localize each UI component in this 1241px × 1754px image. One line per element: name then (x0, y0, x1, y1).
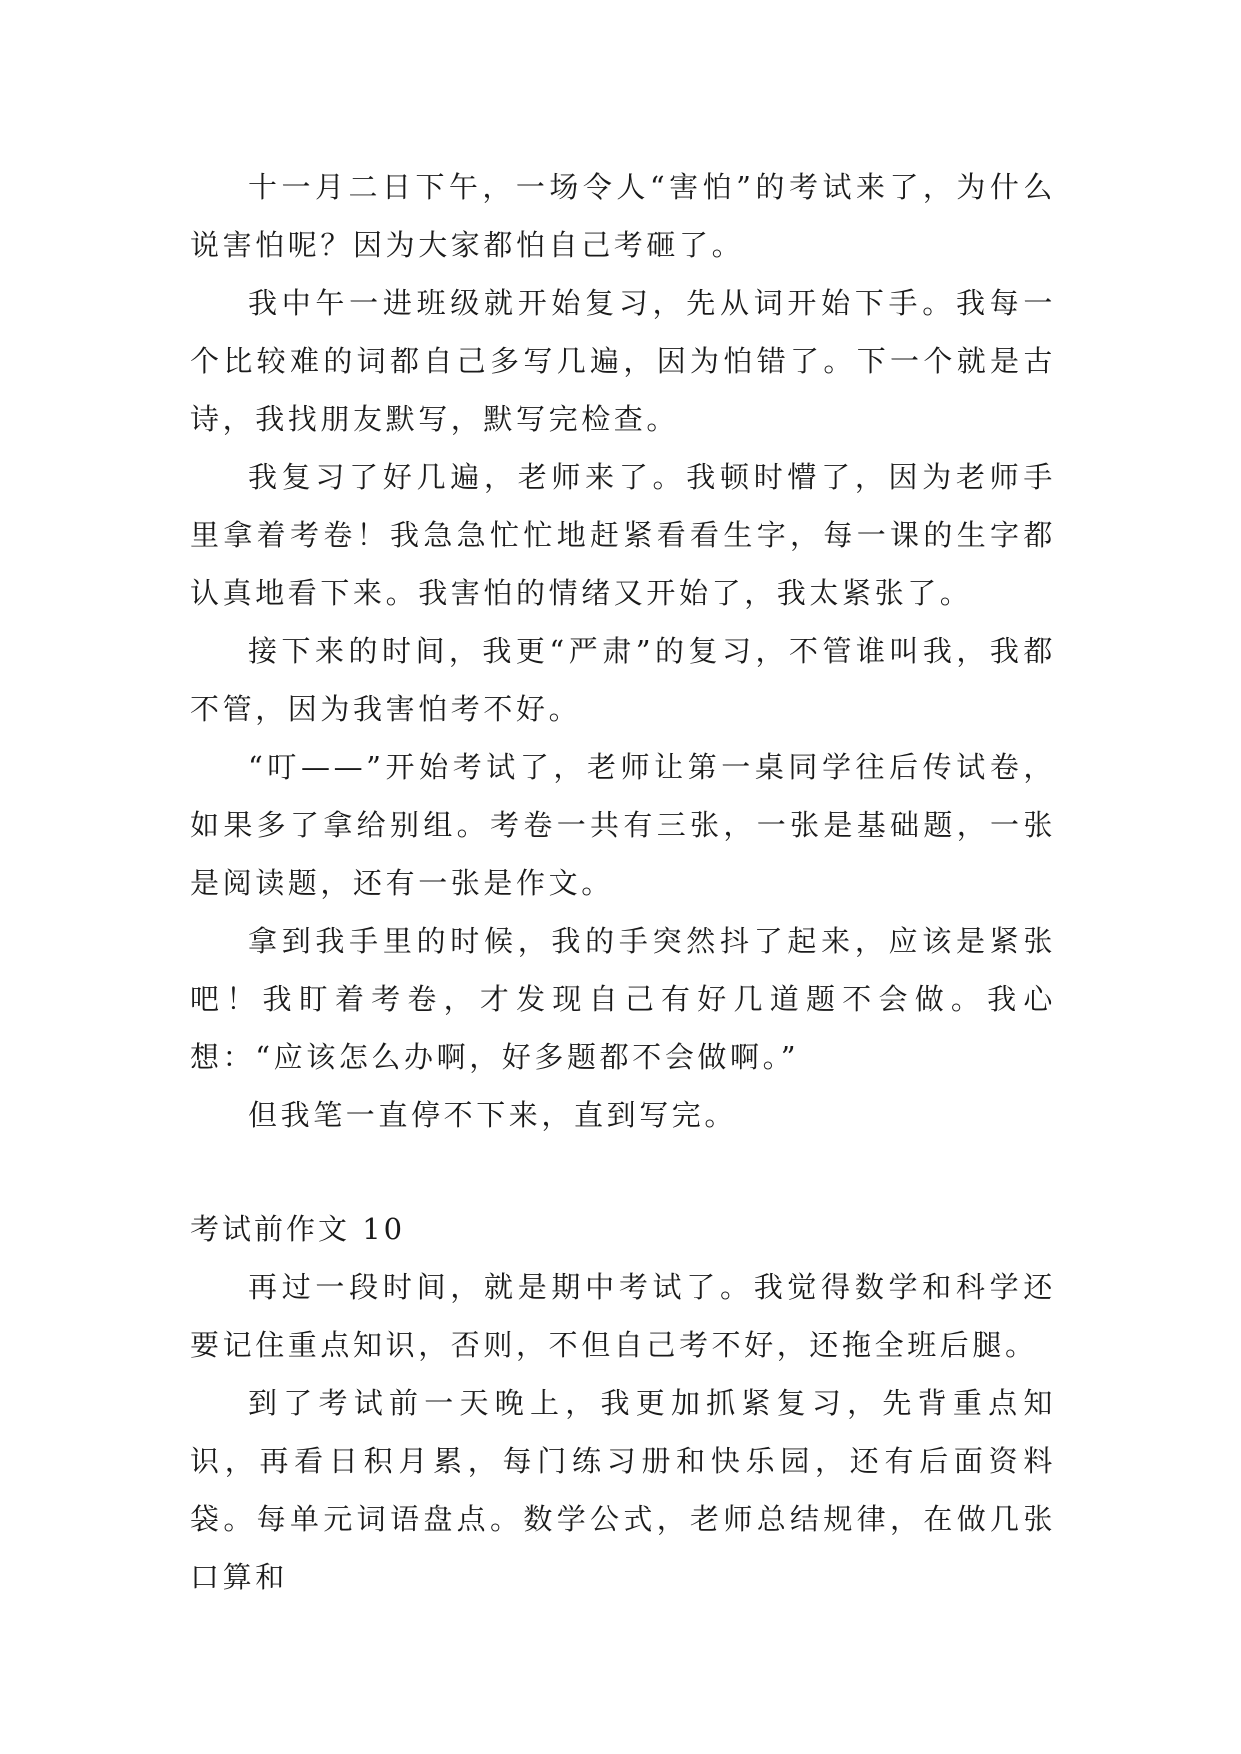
paragraph: 再过一段时间，就是期中考试了。我觉得数学和科学还要记住重点知识，否则，不但自己考不好，还拖全班后腿。 (190, 1270, 1056, 1362)
paragraph: 我复习了好几遍，老师来了。我顿时懵了，因为老师手里拿着考卷！我急急忙忙地赶紧看看生字，每一课的生字都认真地看下来。我害怕的情绪又开始了，我太紧张了。 (190, 460, 1056, 610)
section-title: 考试前作文 10 (190, 1212, 406, 1246)
paragraph: 拿到我手里的时候，我的手突然抖了起来，应该是紧张吧！我盯着考卷，才发现自己有好几道题不会做。我心想：“应该怎么办啊，好多题都不会做啊。” (190, 924, 1056, 1074)
document-page (190, 158, 1056, 1606)
paragraph: 接下来的时间，我更“严肃”的复习，不管谁叫我，我都不管，因为我害怕考不好。 (190, 634, 1056, 726)
paragraph: 到了考试前一天晚上，我更加抓紧复习，先背重点知识，再看日积月累，每门练习册和快乐园，还有后面资料袋。每单元词语盘点。数学公式，老师总结规律，在做几张口算和 (190, 1386, 1056, 1594)
paragraph: 但我笔一直停不下来，直到写完。 (248, 1098, 738, 1132)
paragraph: 十一月二日下午，一场令人“害怕”的考试来了，为什么说害怕呢？因为大家都怕自己考砸了。 (190, 170, 1056, 262)
paragraph: 我中午一进班级就开始复习，先从词开始下手。我每一个比较难的词都自己多写几遍，因为怕错了。下一个就是古诗，我找朋友默写，默写完检查。 (190, 286, 1056, 436)
paragraph: “叮——”开始考试了，老师让第一桌同学往后传试卷，如果多了拿给别组。考卷一共有三张，一张是基础题，一张是阅读题，还有一张是作文。 (190, 750, 1056, 900)
